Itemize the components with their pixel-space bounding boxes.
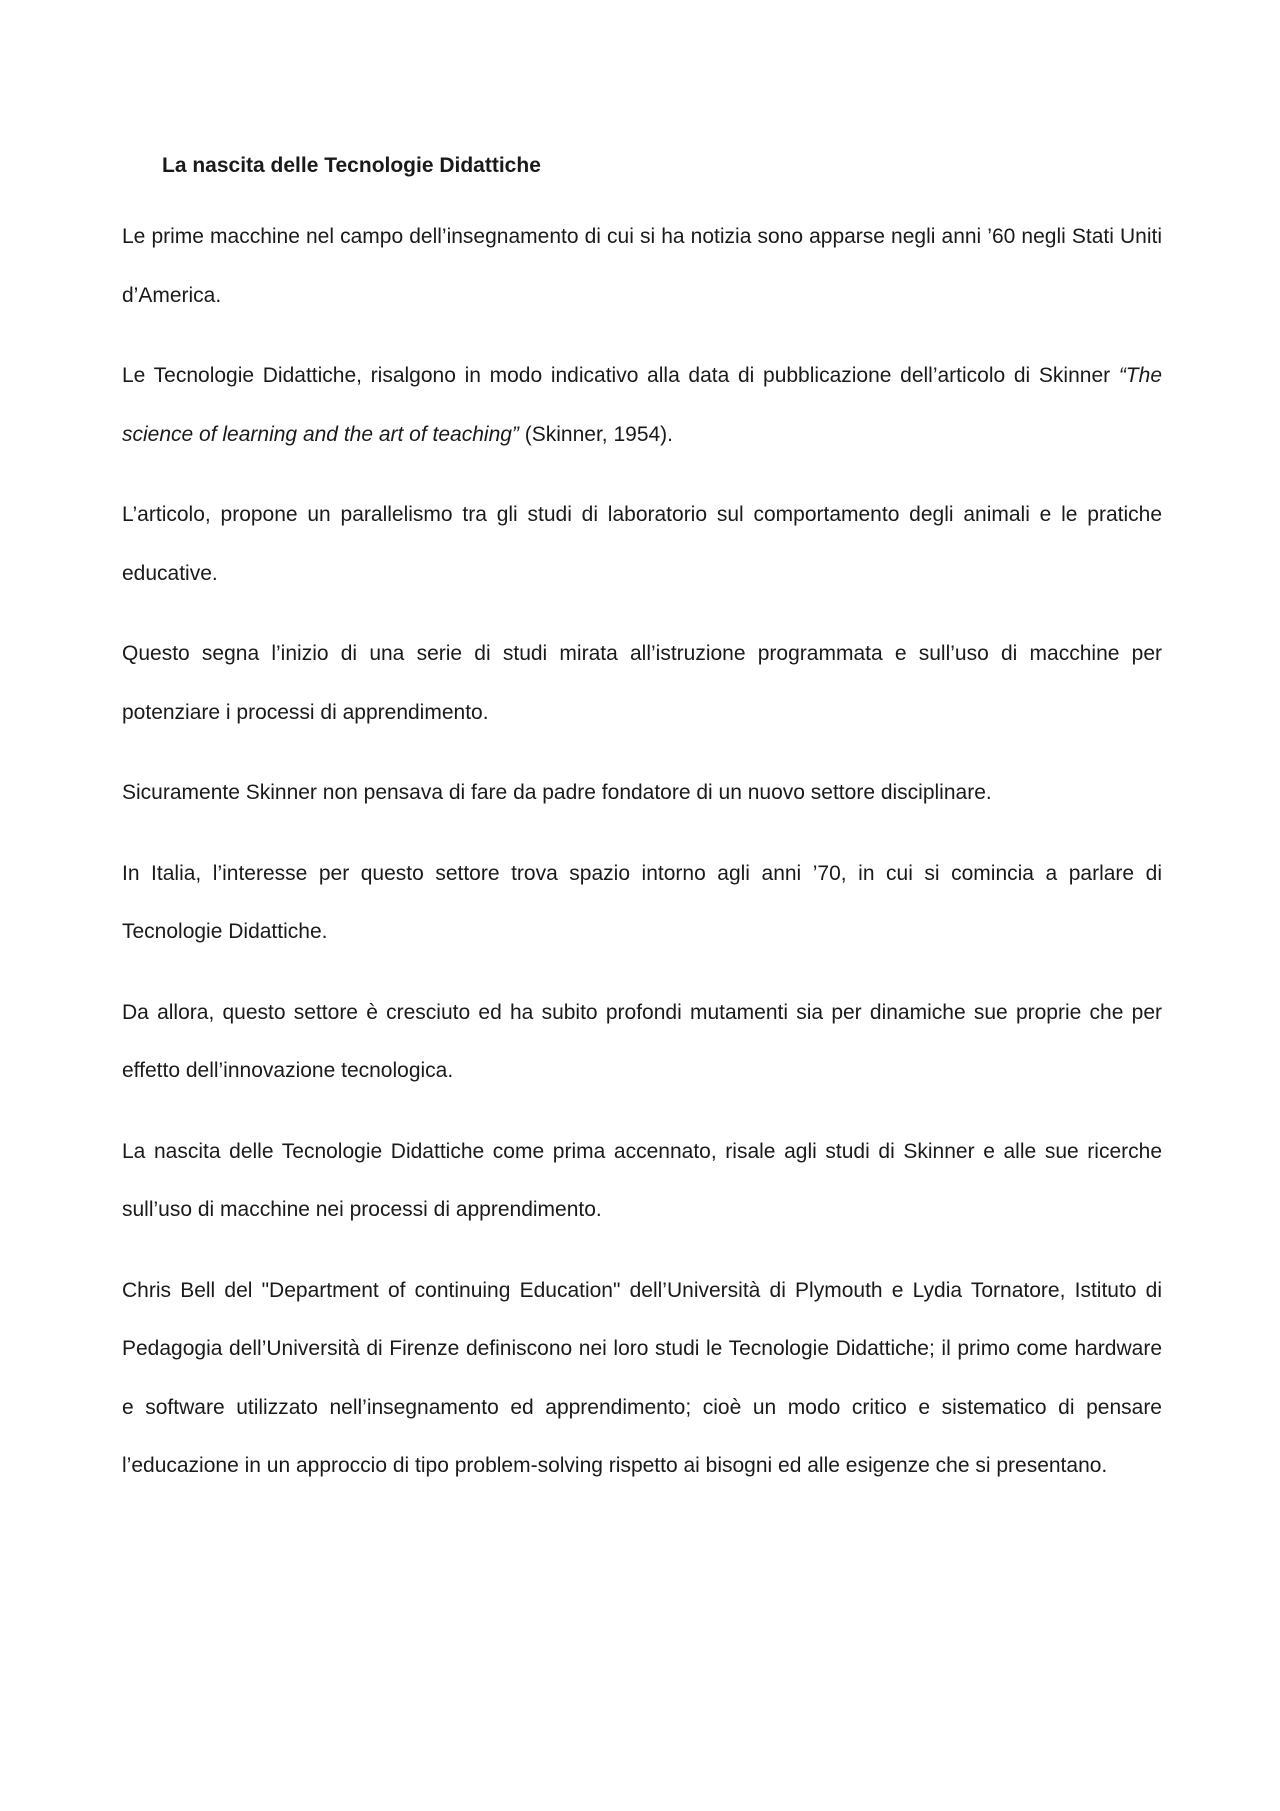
paragraph-2 bbox=[122, 347, 1162, 464]
paragraph-2-reference: (Skinner, 1954). bbox=[518, 422, 674, 446]
paragraph-6: In Italia, l’interesse per questo settore trova spazio intorno agli anni ’70, in cui si comincia a parlare di Tecnologie Didattiche. bbox=[122, 861, 1162, 943]
document-title: La nascita delle Tecnologie Didattiche bbox=[162, 154, 541, 177]
paragraph-5: Sicuramente Skinner non pensava di fare da padre fondatore di un nuovo settore disciplinare. bbox=[122, 781, 992, 804]
paragraph-9: Chris Bell del "Department of continuing Education" dell’Università di Plymouth e Lydia Tornatore, Istituto di Pedagogia dell’Università di Firenze definiscono nei loro studi le Tecnologie Didattiche; il primo come hardware e software utilizzato nell’insegnamento ed apprendimento; cioè un modo critico e sistematico di pensare l’educazione in un approccio di tipo problem-solving rispetto ai bisogni ed alle esigenze che si presentano. bbox=[122, 1278, 1162, 1477]
document-body bbox=[122, 148, 1162, 1496]
paragraph-1: Le prime macchine nel campo dell’insegnamento di cui si ha notizia sono apparse negli anni ’60 negli Stati Uniti d’America. bbox=[122, 225, 1162, 307]
paragraph-4: Questo segna l’inizio di una serie di studi mirata all’istruzione programmata e sull’uso di macchine per potenziare i processi di apprendimento. bbox=[122, 642, 1162, 724]
paragraph-7: Da allora, questo settore è cresciuto ed ha subito profondi mutamenti sia per dinamiche sue proprie che per effetto dell’innovazione tecnologica. bbox=[122, 1000, 1162, 1082]
paragraph-8: La nascita delle Tecnologie Didattiche come prima accennato, risale agli studi di Skinner e alle sue ricerche sull’uso di macchine nei processi di apprendimento. bbox=[122, 1139, 1162, 1221]
article-title-citation: “The science of learning and the art of teaching” bbox=[122, 364, 1162, 446]
paragraph-3: L’articolo, propone un parallelismo tra gli studi di laboratorio sul comportamento degli animali e le pratiche educative. bbox=[122, 503, 1162, 585]
paragraph-2-text: Le Tecnologie Didattiche, risalgono in modo indicativo alla data di pubblicazione dell’articolo di Skinner bbox=[122, 364, 1119, 387]
